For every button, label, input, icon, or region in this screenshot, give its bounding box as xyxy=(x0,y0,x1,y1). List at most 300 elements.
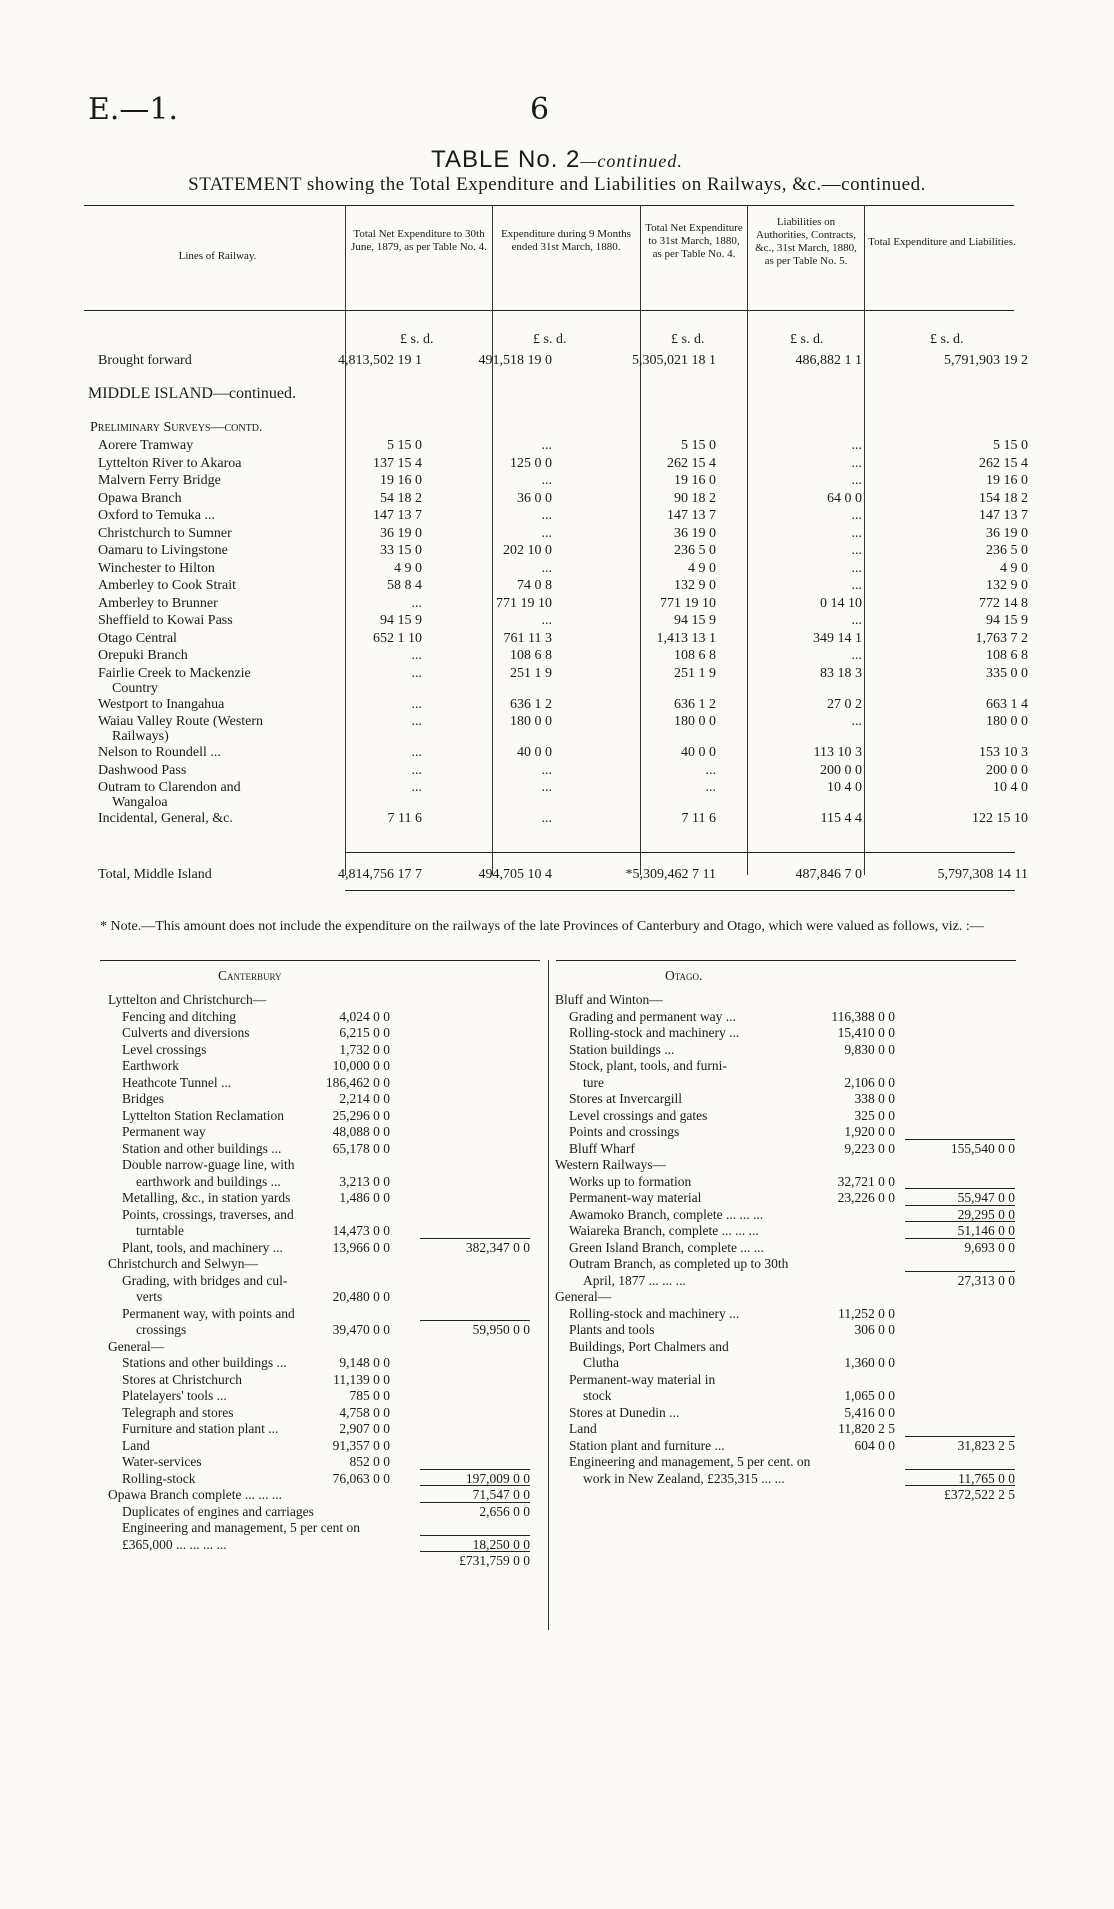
row-value-col-2: 125 0 0 xyxy=(510,455,552,471)
row-value-col-2: ... xyxy=(541,525,552,541)
otago-line xyxy=(555,1289,611,1306)
otago-line xyxy=(583,1355,619,1372)
table-row xyxy=(88,542,1028,559)
row-value-col-4: ... xyxy=(851,438,862,453)
row-value-col-3: 132 9 0 xyxy=(674,578,716,593)
row-label: Nelson to Roundell ... xyxy=(98,745,221,760)
row-value-col-3: 180 0 0 xyxy=(674,714,716,729)
line-amount: 20,480 0 0 xyxy=(332,1289,390,1304)
table-row xyxy=(88,577,1028,594)
row-label: Opawa Branch xyxy=(98,490,182,506)
otago-line xyxy=(583,1273,686,1290)
currency-heading-1: £ s. d. xyxy=(400,332,434,347)
row-value-col-2: 202 10 0 xyxy=(503,543,552,558)
statement-subtitle: STATEMENT showing the Total Expenditure and Liabilities on Railways, &c.—continued. xyxy=(188,174,926,195)
row-value-col-5: 200 0 0 xyxy=(986,762,1028,778)
row-value-col-4: 486,882 1 1 xyxy=(795,353,862,368)
line-amount: 9,223 0 0 xyxy=(844,1140,895,1156)
row-label: Total, Middle Island xyxy=(98,867,212,882)
line-subtotal: 29,295 0 0 xyxy=(957,1206,1015,1222)
line-amount: 11,820 2 5 xyxy=(838,1421,895,1436)
row-value-col-3: *5,309,462 7 11 xyxy=(625,867,716,882)
row-value-col-3: 1,413 13 1 xyxy=(656,630,716,646)
table-title-main: TABLE No. 2 xyxy=(431,146,581,173)
line-label: Western Railways— xyxy=(555,1157,667,1172)
row-label: Outram to Clarendon and xyxy=(98,780,241,795)
row-value-col-4: ... xyxy=(851,613,862,628)
line-subtotal: 71,547 0 0 xyxy=(472,1487,530,1502)
cant-line xyxy=(122,1190,290,1207)
cant-line xyxy=(122,1471,196,1488)
otago-line xyxy=(569,1421,597,1438)
subtotal-rule xyxy=(420,1551,530,1552)
row-value-col-1: 137 15 4 xyxy=(373,455,422,471)
table-row xyxy=(88,560,1028,577)
table-row xyxy=(88,713,1028,744)
table-title xyxy=(0,146,1114,174)
line-amount: 1,360 0 0 xyxy=(844,1355,895,1370)
subtotal-rule xyxy=(905,1469,1015,1470)
line-label: Metalling, &c., in station yards xyxy=(122,1190,291,1205)
line-label: ture xyxy=(583,1074,604,1090)
row-value-col-5: 19 16 0 xyxy=(986,473,1028,488)
row-value-col-2: 636 1 2 xyxy=(510,696,552,712)
row-value-col-5: 772 14 8 xyxy=(979,595,1028,611)
otago-line xyxy=(569,1454,810,1471)
row-value-col-1: 4 9 0 xyxy=(394,560,422,576)
row-value-col-2: ... xyxy=(541,762,552,778)
table-row xyxy=(88,744,1028,761)
line-label: Buildings, Port Chalmers and xyxy=(569,1338,729,1354)
otago-line xyxy=(555,1157,666,1174)
page-number: 6 xyxy=(530,92,550,127)
line-amount: 186,462 0 0 xyxy=(325,1074,390,1090)
row-value-col-3: 108 6 8 xyxy=(674,648,716,663)
table-row xyxy=(88,472,1028,489)
table-row xyxy=(88,696,1028,713)
row-value-col-1: 58 8 4 xyxy=(387,578,422,593)
subtotal-rule xyxy=(905,1485,1015,1486)
table-title-continued: —continued. xyxy=(580,151,683,171)
row-value-col-1: ... xyxy=(411,595,422,611)
row-label: Dashwood Pass xyxy=(98,762,187,778)
line-label: Level crossings and gates xyxy=(569,1107,708,1123)
line-label: Plant, tools, and machinery ... xyxy=(122,1239,283,1255)
currency-heading-4: £ s. d. xyxy=(790,332,824,347)
line-amount: 9,830 0 0 xyxy=(844,1041,895,1057)
cant-line xyxy=(122,1355,287,1372)
line-amount: 10,000 0 0 xyxy=(332,1058,390,1073)
cant-line xyxy=(122,1405,234,1422)
cant-line xyxy=(122,1025,250,1042)
line-label: crossings xyxy=(136,1322,187,1337)
row-value-col-4: 0 14 10 xyxy=(820,595,862,611)
row-value-col-4: ... xyxy=(851,508,862,523)
row-value-col-2: 180 0 0 xyxy=(510,714,552,729)
row-value-col-2: 761 11 3 xyxy=(503,630,552,646)
header-bottom-rule xyxy=(84,310,1014,311)
row-label: Incidental, General, &c. xyxy=(98,811,233,826)
cant-line xyxy=(122,1108,284,1125)
line-label: Rolling-stock and machinery ... xyxy=(569,1305,740,1321)
row-value-col-3: 40 0 0 xyxy=(681,745,716,760)
subtotal-rule xyxy=(905,1205,1015,1206)
line-label: Opawa Branch complete ... ... ... xyxy=(108,1487,282,1502)
otago-top-rule xyxy=(556,960,1016,961)
row-label: Brought forward xyxy=(98,353,192,368)
row-value-col-2: ... xyxy=(541,811,552,826)
line-label: Stores at Christchurch xyxy=(122,1371,242,1387)
row-value-col-4: ... xyxy=(851,455,862,471)
row-value-col-3: 4 9 0 xyxy=(688,560,716,576)
cant-line xyxy=(122,1141,281,1158)
row-value-col-4: 83 18 3 xyxy=(820,665,862,681)
line-subtotal: 27,313 0 0 xyxy=(957,1272,1015,1288)
row-value-col-2: 74 0 8 xyxy=(517,578,552,593)
otago-line xyxy=(569,1190,701,1207)
otago-line xyxy=(583,1075,604,1092)
line-label: Points and crossings xyxy=(569,1124,680,1139)
otago-line xyxy=(569,1405,679,1422)
row-value-col-1: ... xyxy=(411,665,422,681)
subsection-heading: Preliminary Surveys—contd. xyxy=(90,420,263,435)
line-amount: 91,357 0 0 xyxy=(332,1437,390,1453)
subtotal-rule xyxy=(905,1139,1015,1140)
otago-line xyxy=(569,1141,635,1158)
cant-line xyxy=(122,1009,236,1026)
col-header-total-liabilities: Total Expenditure and Liabilities. xyxy=(868,236,1016,248)
line-label: Station buildings ... xyxy=(569,1041,675,1057)
line-label: earthwork and buildings ... xyxy=(136,1173,281,1189)
line-label: Permanent way, with points and xyxy=(122,1305,295,1321)
line-amount: 116,388 0 0 xyxy=(831,1008,895,1024)
canterbury-top-rule xyxy=(100,960,540,961)
row-label: Oxford to Temuka ... xyxy=(98,508,215,523)
cant-line xyxy=(122,1372,242,1389)
subtotal-rule xyxy=(905,1238,1015,1239)
cant-line xyxy=(122,1207,294,1224)
table-row xyxy=(88,665,1028,696)
line-label: Stores at Invercargill xyxy=(569,1091,682,1106)
cant-line xyxy=(122,1438,150,1455)
row-value-col-5: 5 15 0 xyxy=(993,438,1028,453)
row-value-col-2: 771 19 10 xyxy=(496,595,552,611)
line-label: Water-services xyxy=(122,1454,202,1469)
line-label: £365,000 ... ... ... ... xyxy=(122,1536,227,1552)
row-value-col-5: 122 15 10 xyxy=(972,811,1028,826)
row-value-col-5: 10 4 0 xyxy=(993,780,1028,795)
row-value-col-3: 771 19 10 xyxy=(660,595,716,611)
line-label: turntable xyxy=(136,1223,184,1238)
table-row xyxy=(88,810,1028,827)
line-label: Earthwork xyxy=(122,1058,179,1073)
row-label-continuation: Wangaloa xyxy=(112,795,168,810)
line-label: Grading and permanent way ... xyxy=(569,1008,736,1024)
row-value-col-3: 7 11 6 xyxy=(681,811,716,826)
otago-line xyxy=(583,1388,612,1405)
subtotal-rule xyxy=(905,1188,1015,1189)
subtotal-rule xyxy=(420,1502,530,1503)
row-value-col-5: 94 15 9 xyxy=(986,613,1028,628)
line-label: Permanent-way material in xyxy=(569,1371,716,1387)
table-row xyxy=(88,647,1028,664)
line-amount: 2,106 0 0 xyxy=(844,1074,895,1090)
subtotal-rule xyxy=(905,1436,1015,1437)
line-label: Stock, plant, tools, and furni- xyxy=(569,1058,727,1073)
line-label: Clutha xyxy=(583,1355,619,1370)
row-value-col-4: 64 0 0 xyxy=(827,490,862,506)
line-label: Plants and tools xyxy=(569,1322,655,1337)
row-label: Sheffield to Kowai Pass xyxy=(98,613,233,628)
otago-line xyxy=(569,1372,715,1389)
line-label: stock xyxy=(583,1388,612,1403)
table-row xyxy=(88,762,1028,779)
otago-line xyxy=(569,1240,764,1257)
line-amount: 3,213 0 0 xyxy=(339,1173,390,1189)
row-value-col-1: ... xyxy=(411,762,422,778)
currency-heading-5: £ s. d. xyxy=(930,332,964,347)
row-value-col-5: 154 18 2 xyxy=(979,490,1028,506)
cant-line xyxy=(122,1075,231,1092)
row-value-col-1: 36 19 0 xyxy=(380,525,422,541)
otago-line xyxy=(569,1306,739,1323)
row-value-col-5: 180 0 0 xyxy=(986,714,1028,729)
line-amount: 11,139 0 0 xyxy=(333,1371,390,1387)
row-value-col-5: 5,791,903 19 2 xyxy=(944,353,1028,368)
line-amount: 1,920 0 0 xyxy=(844,1124,895,1139)
row-value-col-4: ... xyxy=(851,648,862,663)
row-value-col-1: ... xyxy=(411,648,422,663)
brought-forward-row xyxy=(88,352,1028,369)
row-value-col-2: 251 1 9 xyxy=(510,665,552,681)
otago-line xyxy=(569,1025,739,1042)
cant-line xyxy=(122,1091,164,1108)
row-value-col-5: 5,797,308 14 11 xyxy=(937,867,1028,882)
line-label: Christchurch and Selwyn— xyxy=(108,1256,258,1271)
line-label: Level crossings xyxy=(122,1041,207,1057)
row-value-col-3: 5,305,021 18 1 xyxy=(632,353,716,368)
row-value-col-4: ... xyxy=(851,543,862,558)
table-row xyxy=(88,507,1028,524)
line-amount: 32,721 0 0 xyxy=(837,1173,895,1189)
line-label: General— xyxy=(555,1289,612,1304)
row-value-col-2: 36 0 0 xyxy=(517,490,552,506)
line-subtotal: £731,759 0 0 xyxy=(459,1553,530,1568)
line-subtotal: 31,823 2 5 xyxy=(957,1437,1015,1453)
line-subtotal: 59,950 0 0 xyxy=(472,1322,530,1337)
line-label: Bluff and Winton— xyxy=(555,992,663,1007)
row-value-col-5: 335 0 0 xyxy=(986,665,1028,681)
line-label: Stores at Dunedin ... xyxy=(569,1404,680,1420)
document-reference: E.—1. xyxy=(88,92,179,127)
col-header-lines: Lines of Railway. xyxy=(178,250,257,262)
line-label: Bluff Wharf xyxy=(569,1140,635,1156)
line-label: Rolling-stock xyxy=(122,1470,196,1486)
subtotal-rule xyxy=(420,1535,530,1536)
row-label: Amberley to Cook Strait xyxy=(98,578,237,593)
table-top-rule xyxy=(84,205,1014,206)
line-label: Lyttelton Station Reclamation xyxy=(122,1107,284,1123)
row-value-col-3: 5 15 0 xyxy=(681,438,716,453)
line-label: Engineering and management, 5 per cent on xyxy=(122,1520,361,1535)
row-label: Aorere Tramway xyxy=(98,438,194,453)
line-amount: 23,226 0 0 xyxy=(837,1190,895,1205)
line-subtotal: 55,947 0 0 xyxy=(957,1190,1015,1205)
line-amount: 9,148 0 0 xyxy=(339,1355,390,1370)
row-value-col-1: 94 15 9 xyxy=(380,613,422,628)
line-label: Land xyxy=(122,1437,150,1453)
line-label: General— xyxy=(108,1338,165,1354)
row-value-col-2: ... xyxy=(541,780,552,795)
row-value-col-1: 54 18 2 xyxy=(380,490,422,506)
line-subtotal: 197,009 0 0 xyxy=(465,1470,530,1486)
col-header-liabilities: Liabilities on Authorities, Contracts, &c., 31st March, 1880, as per Table No. 5. xyxy=(755,216,857,267)
row-value-col-3: 36 19 0 xyxy=(674,525,716,541)
line-label: Bridges xyxy=(122,1091,164,1106)
line-label: Awamoko Branch, complete ... ... ... xyxy=(569,1206,764,1222)
row-value-col-1: 33 15 0 xyxy=(380,543,422,558)
line-label: Permanent way xyxy=(122,1124,206,1139)
cant-line xyxy=(122,1240,283,1257)
cant-line xyxy=(136,1174,281,1191)
cant-line xyxy=(108,1256,258,1273)
cant-line xyxy=(108,992,266,1009)
row-value-col-1: 5 15 0 xyxy=(387,438,422,453)
cant-heading: Canterbury xyxy=(218,968,282,983)
line-amount: 785 0 0 xyxy=(349,1388,390,1403)
row-value-col-3: 636 1 2 xyxy=(674,696,716,712)
line-amount: 13,966 0 0 xyxy=(332,1239,390,1255)
row-value-col-1: ... xyxy=(411,745,422,760)
row-value-col-2: ... xyxy=(541,613,552,628)
row-value-col-4: 200 0 0 xyxy=(820,762,862,778)
row-value-col-2: ... xyxy=(541,508,552,523)
row-value-col-2: ... xyxy=(541,438,552,453)
subtotal-rule xyxy=(420,1485,530,1486)
row-value-col-5: 262 15 4 xyxy=(979,455,1028,471)
line-amount: 325 0 0 xyxy=(854,1107,895,1123)
row-value-col-5: 132 9 0 xyxy=(986,578,1028,593)
subtotal-rule xyxy=(420,1238,530,1239)
line-label: Outram Branch, as completed up to 30th xyxy=(569,1256,789,1271)
line-amount: 1,486 0 0 xyxy=(339,1190,390,1205)
line-amount: 14,473 0 0 xyxy=(332,1223,390,1238)
row-value-col-3: ... xyxy=(705,780,716,795)
line-subtotal: £372,522 2 5 xyxy=(944,1487,1015,1502)
row-value-col-4: 27 0 2 xyxy=(827,696,862,712)
subtotal-rule xyxy=(905,1271,1015,1272)
line-label: Works up to formation xyxy=(569,1173,692,1189)
line-label: Culverts and diversions xyxy=(122,1025,250,1040)
cant-line xyxy=(122,1504,314,1521)
line-label: Green Island Branch, complete ... ... xyxy=(569,1239,764,1255)
line-subtotal: 2,656 0 0 xyxy=(479,1503,530,1519)
row-label: Malvern Ferry Bridge xyxy=(98,473,221,488)
otago-line xyxy=(569,1223,759,1240)
line-amount: 852 0 0 xyxy=(349,1454,390,1469)
line-amount: 2,214 0 0 xyxy=(339,1091,390,1106)
line-amount: 604 0 0 xyxy=(854,1437,895,1453)
col-header-total-1880: Total Net Expenditure to 31st March, 1880, as per Table No. 4. xyxy=(645,222,743,260)
cant-line xyxy=(108,1487,282,1504)
row-value-col-5: 147 13 7 xyxy=(979,508,1028,523)
total-top-rule xyxy=(345,852,1015,853)
currency-heading-2: £ s. d. xyxy=(533,332,567,347)
line-label: Fencing and ditching xyxy=(122,1008,236,1024)
row-value-col-5: 663 1 4 xyxy=(986,696,1028,712)
row-label: Waiau Valley Route (Western xyxy=(98,714,264,729)
line-label: Rolling-stock and machinery ... xyxy=(569,1025,740,1040)
row-value-col-1: 7 11 6 xyxy=(387,811,422,826)
currency-heading-3: £ s. d. xyxy=(671,332,705,347)
line-subtotal: 9,693 0 0 xyxy=(964,1239,1015,1255)
row-value-col-2: 108 6 8 xyxy=(510,648,552,663)
line-label: Station and other buildings ... xyxy=(122,1140,282,1156)
otago-line xyxy=(569,1174,691,1191)
subtotal-rule xyxy=(420,1320,530,1321)
row-value-col-5: 4 9 0 xyxy=(1000,560,1028,576)
line-label: work in New Zealand, £235,315 ... ... xyxy=(583,1470,785,1486)
otago-line xyxy=(569,1009,736,1026)
row-value-col-3: 147 13 7 xyxy=(667,508,716,523)
row-value-col-3: 251 1 9 xyxy=(674,665,716,681)
table-row xyxy=(88,779,1028,810)
line-amount: 1,065 0 0 xyxy=(844,1388,895,1403)
cant-line xyxy=(122,1042,206,1059)
cant-line xyxy=(122,1388,227,1405)
section-heading: MIDDLE ISLAND—continued. xyxy=(88,385,296,402)
line-label: verts xyxy=(136,1289,163,1304)
otago-line xyxy=(569,1438,725,1455)
line-label: April, 1877 ... ... ... xyxy=(583,1272,686,1288)
row-value-col-5: 153 10 3 xyxy=(979,745,1028,760)
line-subtotal: 18,250 0 0 xyxy=(472,1536,530,1552)
footnote: * Note.—This amount does not include the expenditure on the railways of the late Provinces of Canterbury and Otago, which were valued as follows, viz. :— xyxy=(100,919,984,934)
line-amount: 65,178 0 0 xyxy=(332,1140,390,1156)
row-value-col-4: ... xyxy=(851,578,862,593)
row-value-col-5: 236 5 0 xyxy=(986,543,1028,558)
line-amount: 15,410 0 0 xyxy=(837,1025,895,1040)
col-header-9-months: Expenditure during 9 Months ended 31st March, 1880. xyxy=(501,228,631,253)
row-value-col-2: 491,518 19 0 xyxy=(478,353,552,368)
row-label: Otago Central xyxy=(98,630,177,646)
cant-line xyxy=(108,1339,164,1356)
table-row xyxy=(88,437,1028,454)
otago-line xyxy=(569,1108,707,1125)
cant-line xyxy=(122,1273,287,1290)
row-value-col-2: ... xyxy=(541,473,552,488)
table-row xyxy=(88,595,1028,612)
row-value-col-1: ... xyxy=(411,714,422,729)
row-label: Winchester to Hilton xyxy=(98,560,215,576)
cant-line xyxy=(122,1157,294,1174)
otago-line xyxy=(583,1471,785,1488)
line-subtotal: 382,347 0 0 xyxy=(465,1239,530,1255)
cant-line xyxy=(136,1289,162,1306)
line-amount: 1,732 0 0 xyxy=(339,1041,390,1057)
otago-line xyxy=(569,1042,674,1059)
line-amount: 6,215 0 0 xyxy=(339,1025,390,1040)
cant-line xyxy=(122,1124,206,1141)
line-label: Land xyxy=(569,1421,597,1436)
line-label: Stations and other buildings ... xyxy=(122,1355,287,1370)
cant-line xyxy=(122,1306,295,1323)
row-label: Lyttelton River to Akaroa xyxy=(98,455,242,471)
cant-line xyxy=(122,1058,179,1075)
row-label: Amberley to Brunner xyxy=(98,595,218,611)
row-label: Westport to Inangahua xyxy=(98,696,225,712)
row-value-col-4: ... xyxy=(851,473,862,488)
